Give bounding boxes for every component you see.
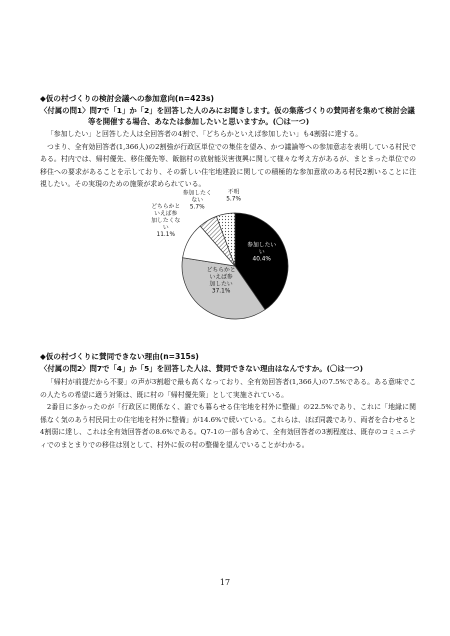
section2-body xyxy=(40,376,416,452)
slice-rather-not-label-line: 11.1% xyxy=(156,232,175,239)
slice-not-participate-label-line: ない xyxy=(191,197,204,204)
section1-question xyxy=(40,106,420,127)
section1-question-line2: 等を開催する場合、あなたは参加したいと思いますか。(〇は一つ) xyxy=(88,116,310,126)
slice-rather-participate-label-line: 37.1% xyxy=(211,288,231,295)
slice-rather-participate-label-line: どちらかと xyxy=(206,267,236,274)
section2-paragraph1: 「帰村が前提だから不要」の声が3割超で最も高くなっており、全有効回答者(1,366人)の7.5%である。ある意味でこの人たちの希望に適う対策は、既に村の「帰村優先策」として実施されている。 xyxy=(40,378,416,399)
slice-participate-label-line: 40.4% xyxy=(252,256,271,263)
slice-unknown-label-line: 不明 xyxy=(227,189,240,196)
page-number: 17 xyxy=(219,578,231,587)
slice-rather-not-label-line: い xyxy=(162,225,169,232)
slice-rather-not-label-line: いえば参 xyxy=(154,211,178,218)
section1-paragraph1: 「参加したい」と回答した人は全回答者の4割で、「どちらかといえば参加したい」も4割弱に達する。 xyxy=(46,130,363,138)
slice-not-participate-label-line: 5.7% xyxy=(189,204,205,211)
section2-paragraph2: 2番目に多かったのが「行政区に関係なく、誰でも暮らせる住宅地を村外に整備」の22.5%であり、これに「地縁に関係なく気のあう村民同士の住宅地を村外に整備」が14.6%で続いている。これらは、ほぼ同義であり、両者を合わせると4割弱に達し、これは全有効回答者の8.6%である。Q7-1の一部も含めて、全有効回答者の3割程度は、既存のコミュニティでのまとまりでの移住は別として、村外に仮の村の整備を望んでいることがわかる。 xyxy=(40,403,416,449)
section1-heading: ◆仮の村づくりの検討会議への参加意向(n=423s) xyxy=(40,94,215,103)
section2-heading: ◆仮の村づくりに賛同できない理由(n=315s) xyxy=(40,352,199,361)
pie-chart xyxy=(140,182,330,324)
slice-participate-label-line: い xyxy=(258,249,265,256)
slice-rather-not-label-line: どちらかと xyxy=(151,204,181,211)
slice-rather-participate-label-line: いえば参 xyxy=(209,274,233,281)
slice-unknown-label-line: 5.7% xyxy=(226,196,241,203)
slice-rather-participate-label-line: 加したい xyxy=(209,281,233,288)
section1-paragraph2: つまり、全有効回答者(1,366人)の2割強が行政区単位での集住を望み、かつ議論等への参加意志を表明している村民である。村内では、帰村優先、移住優先等、飯舘村の放射能災害復興に関して様々な考え方があるが、まとまった単位での移住への要求があることを示しており、その新しい住宅地建設に関しての積極的な参加意欲のある村民2割いることに注視したい。その実現のための施策が求められている。 xyxy=(40,142,416,189)
section2-question: 〈付属の問2〉問7で「4」か「5」を回答した人は、賛同できない理由はなんですか。(〇は一つ) xyxy=(40,364,363,373)
slice-participate-label-line: 参加したい xyxy=(247,242,277,249)
slice-rather-not-label-line: 加したくな xyxy=(151,218,181,225)
section1-question-line1: 〈付属の問1〉問7で「1」か「2」を回答した人のみにお聞きします。仮の集落づくりの賛同者を集めて検討会議 xyxy=(40,106,415,115)
slice-not-participate-label-line: 参加したく xyxy=(182,190,212,197)
